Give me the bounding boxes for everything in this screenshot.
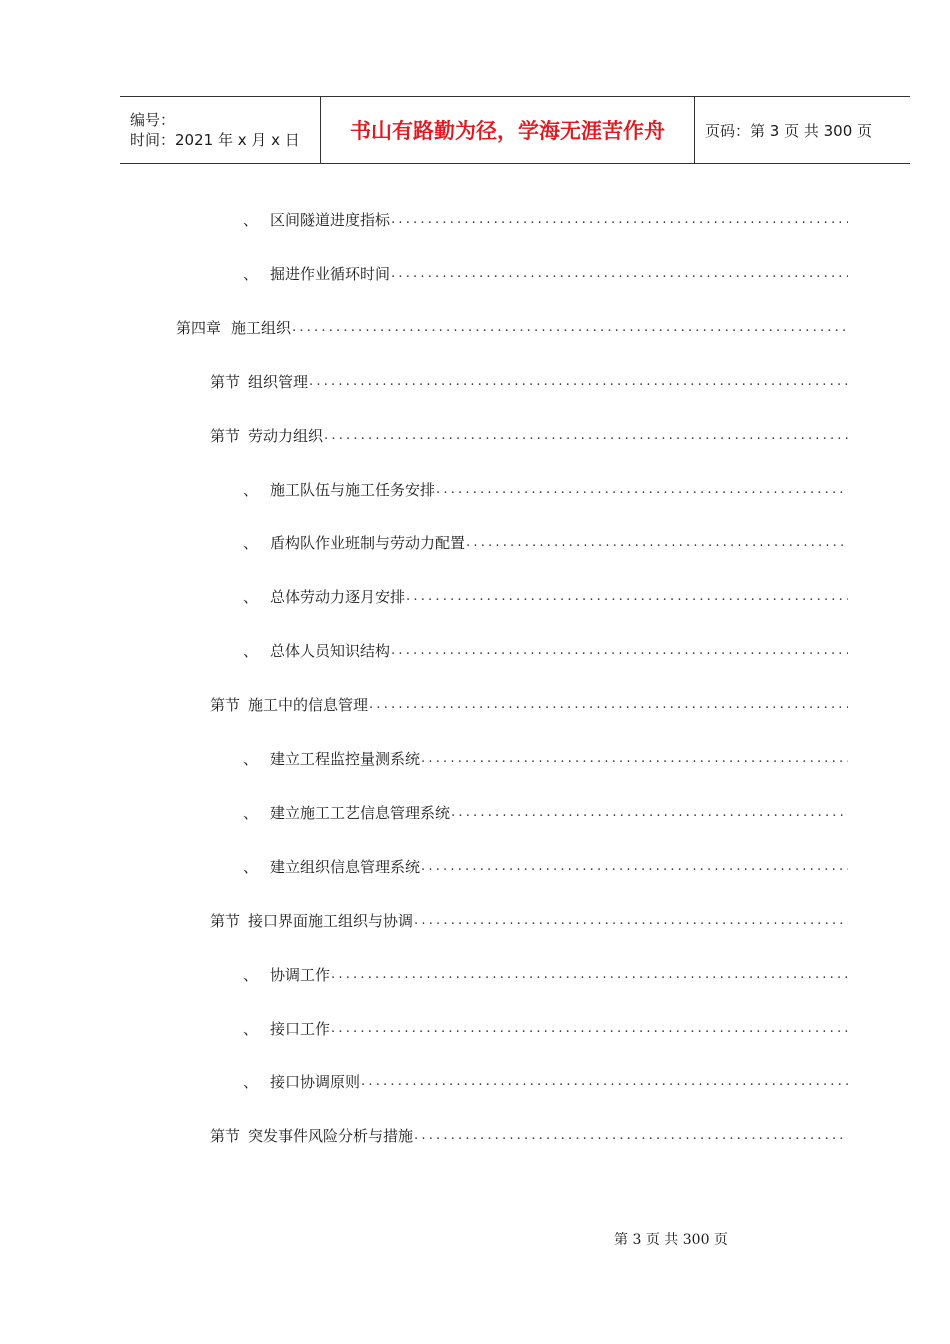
toc-dot-leader xyxy=(466,531,848,555)
toc-entry-label xyxy=(176,316,291,340)
toc-entry-title: 区间隧道进度指标 xyxy=(270,211,391,229)
toc-entry-title: 接口协调原则 xyxy=(270,1073,361,1092)
toc-entry[interactable] xyxy=(243,478,848,502)
toc-entry-prefix: 第节 xyxy=(210,426,241,445)
toc-entry-prefix: 、 xyxy=(243,211,259,229)
toc-dot-leader xyxy=(414,1124,848,1148)
toc-dot-leader xyxy=(391,208,848,232)
toc-dot-leader xyxy=(391,639,848,663)
toc-entry-title: 接口界面施工组织与协调 xyxy=(248,911,414,930)
toc-entry-label xyxy=(243,208,390,232)
toc-entry[interactable] xyxy=(243,262,848,286)
toc-entry-label xyxy=(243,1017,330,1041)
document-time-label: 时间：2021 年 x 月 x 日 xyxy=(130,131,300,149)
toc-entry[interactable] xyxy=(243,801,848,825)
toc-entry-prefix: 第节 xyxy=(210,372,241,391)
toc-entry-title: 总体人员知识结构 xyxy=(270,642,391,661)
toc-entry-prefix: 第节 xyxy=(210,1127,241,1146)
toc-entry-label xyxy=(210,370,308,394)
toc-entry[interactable] xyxy=(243,639,848,663)
toc-entry-title: 施工组织 xyxy=(231,318,292,337)
toc-entry-label xyxy=(243,963,330,987)
toc-entry-prefix: 、 xyxy=(243,857,259,876)
toc-entry[interactable] xyxy=(176,316,848,340)
toc-entry-title: 接口工作 xyxy=(270,1019,331,1038)
toc-dot-leader xyxy=(292,316,848,340)
toc-dot-leader xyxy=(414,909,848,933)
toc-dot-leader xyxy=(331,1017,848,1041)
footer-page-number: 第 3 页 共 300 页 xyxy=(614,1232,728,1248)
toc-entry-prefix: 第四章 xyxy=(176,318,222,337)
toc-entry-label xyxy=(243,747,420,771)
toc-entry-prefix: 、 xyxy=(243,588,259,607)
toc-entry-label xyxy=(243,262,390,286)
toc-dot-leader xyxy=(391,262,848,286)
toc-entry-prefix: 、 xyxy=(243,480,259,499)
toc-entry[interactable] xyxy=(243,747,848,771)
toc-entry-title: 劳动力组织 xyxy=(248,426,324,445)
toc-dot-leader xyxy=(436,478,848,502)
header-page-info xyxy=(695,97,910,163)
toc-entry-title: 突发事件风险分析与措施 xyxy=(248,1127,414,1146)
toc-entry-prefix: 第节 xyxy=(210,911,241,930)
toc-entry[interactable] xyxy=(243,1017,848,1041)
toc-entry-prefix: 、 xyxy=(243,965,259,984)
toc-entry-label xyxy=(243,531,465,555)
toc-entry[interactable] xyxy=(210,1124,848,1148)
header-meta xyxy=(120,97,321,163)
toc-entry[interactable] xyxy=(210,424,848,448)
toc-entry-label xyxy=(243,855,420,879)
toc-entry-prefix: 第节 xyxy=(210,696,241,715)
toc-dot-leader xyxy=(406,585,848,609)
toc-entry-label xyxy=(243,801,450,825)
toc-entry-prefix: 、 xyxy=(243,642,259,661)
toc-entry[interactable] xyxy=(243,208,848,232)
toc-entry-prefix: 、 xyxy=(243,803,259,822)
toc-entry-title: 施工中的信息管理 xyxy=(248,696,369,715)
toc-entry-label xyxy=(210,424,323,448)
toc-dot-leader xyxy=(421,747,848,771)
toc-entry-label xyxy=(243,1070,360,1094)
toc-entry-title: 建立组织信息管理系统 xyxy=(270,857,421,876)
toc-entry-label xyxy=(210,693,368,717)
toc-entry[interactable] xyxy=(210,370,848,394)
toc-entry-title: 建立工程监控量测系统 xyxy=(270,750,421,768)
toc-dot-leader xyxy=(324,424,848,448)
toc-dot-leader xyxy=(421,855,848,879)
toc-entry[interactable] xyxy=(243,1070,848,1094)
toc-dot-leader xyxy=(309,370,848,394)
toc-entry[interactable] xyxy=(210,693,848,717)
toc-dot-leader xyxy=(369,693,848,717)
toc-entry-prefix: 、 xyxy=(243,534,259,553)
toc-entry-label xyxy=(243,639,390,663)
header-page-label: 页码：第 3 页 共 300 页 xyxy=(705,121,873,140)
toc-entry-label xyxy=(243,478,435,502)
toc-entry[interactable] xyxy=(243,855,848,879)
toc-entry-title: 协调工作 xyxy=(270,965,331,984)
toc-dot-leader xyxy=(361,1070,848,1094)
toc-entry-label xyxy=(210,909,413,933)
toc-dot-leader xyxy=(331,963,848,987)
toc-entry-title: 盾构队作业班制与劳动力配置 xyxy=(270,534,466,553)
motto-text: 书山有路勤为径，学海无涯苦作舟 xyxy=(350,119,665,143)
toc-entry-prefix: 、 xyxy=(243,750,259,768)
toc-entry-prefix: 、 xyxy=(243,1073,259,1092)
toc-entry-label xyxy=(243,585,405,609)
toc-entry-label xyxy=(210,1124,413,1148)
toc-entry-prefix: 、 xyxy=(243,264,259,283)
toc-entry[interactable] xyxy=(210,909,848,933)
toc-entry-title: 总体劳动力逐月安排 xyxy=(270,588,406,607)
page-footer xyxy=(0,1229,950,1249)
toc-entry-title: 组织管理 xyxy=(248,372,309,391)
toc-entry[interactable] xyxy=(243,531,848,555)
page-header xyxy=(120,96,910,164)
document-number-label: 编号： xyxy=(130,111,176,129)
toc-entry-title: 施工队伍与施工任务安排 xyxy=(270,480,436,499)
toc-entry-title: 掘进作业循环时间 xyxy=(270,264,391,283)
toc-dot-leader xyxy=(451,801,848,825)
toc-entry[interactable] xyxy=(243,963,848,987)
toc-entry-title: 建立施工工艺信息管理系统 xyxy=(270,803,451,822)
header-motto xyxy=(321,97,695,163)
toc-entry[interactable] xyxy=(243,585,848,609)
toc-entry-prefix: 、 xyxy=(243,1019,259,1038)
